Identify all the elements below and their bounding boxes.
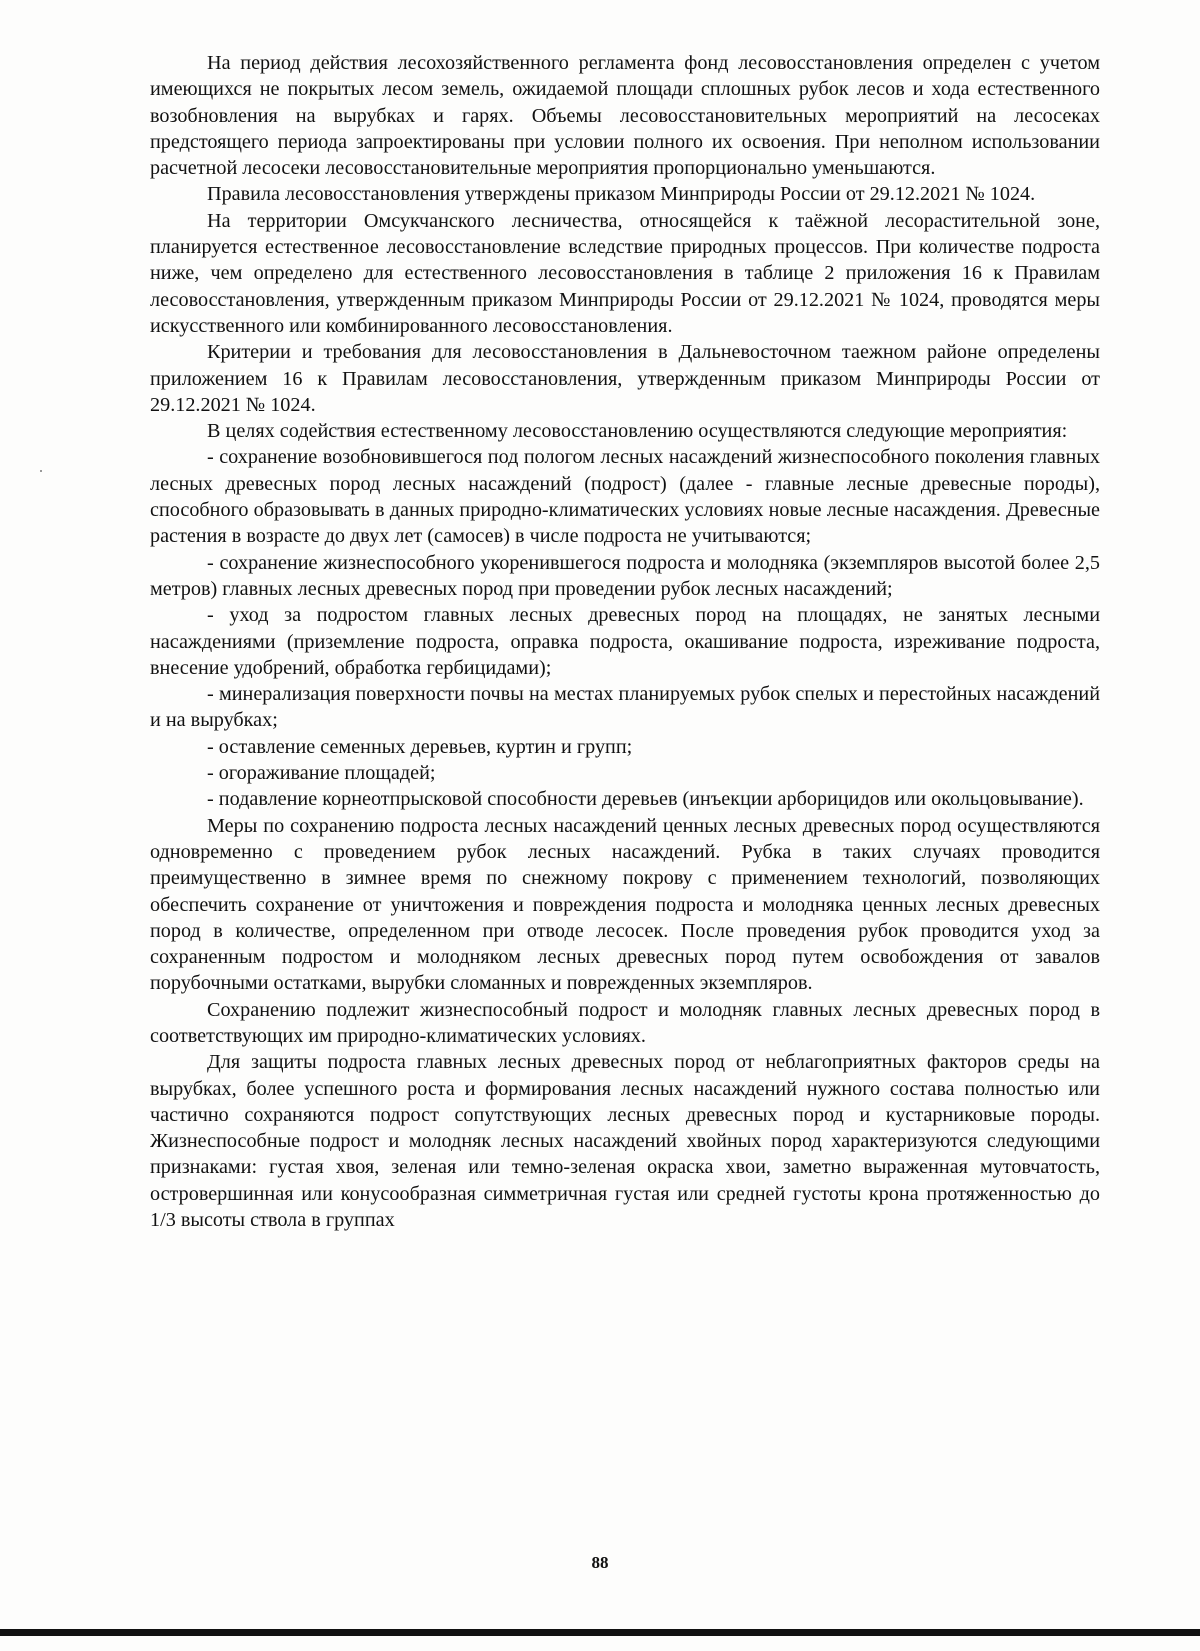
paragraph: Критерии и требования для лесовосстановления в Дальневосточном таежном районе определены приложением 16 к Правилам лесовосстановления, утвержденным приказом Минприроды России от 29.12.2021 № 1024. — [150, 341, 1100, 416]
list-item-paragraph: - оставление семенных деревьев, куртин и групп; — [207, 735, 633, 758]
paragraph: Меры по сохранению подроста лесных насаждений ценных лесных древесных пород осуществляются одновременно с проведением рубок лесных насаждений. Рубка в таких случаях проводится преимущественно в зимнее время по снежному покрову с применением технологий, позволяющих обеспечить сохранение от уничтожения и повреждения подроста и молодняка ценных лесных древесных пород в количестве, определенном при отводе лесосек. После проведения рубок проводится уход за сохраненным подростом и молодняком лесных древесных пород путем освобождения от завалов порубочными остатками, вырубки сломанных и поврежденных экземпляров. — [150, 814, 1100, 995]
paragraph: На территории Омсукчанского лесничества, относящейся к таёжной лесорастительной зоне, планируется естественное лесовосстановление вследствие природных процессов. При количестве подроста ниже, чем определено для естественного лесовосстановления в таблице 2 приложения 16 к Правилам лесовосстановления, утвержденным приказом Минприроды России от 29.12.2021 № 1024, проводятся меры искусственного или комбинированного лесовосстановления. — [150, 209, 1100, 337]
page-number: 88 — [591, 1553, 609, 1572]
paragraph: Для защиты подроста главных лесных древесных пород от неблагоприятных факторов среды на вырубках, более успешного роста и формирования лесных насаждений нужного состава полностью или частично сохраняются подрост сопутствующих лесных древесных пород и кустарниковые породы. Жизнеспособные подрост и молодняк лесных насаждений хвойных пород характеризуются следующими признаками: густая хвоя, зеленая или темно-зеленая окраска хвои, заметно выраженная мутовчатость, островершинная или конусообразная симметричная густая или средней густоты крона протяженностью до 1/3 высоты ствола в группах — [150, 1051, 1100, 1232]
paragraph: Сохранению подлежит жизнеспособный подрост и молодняк главных лесных древесных пород в соответствующих им природно-климатических условиях. — [150, 998, 1100, 1047]
list-item-paragraph: - подавление корнеотпрысковой способности деревьев (инъекции арборицидов или окольцовывание). — [207, 788, 1084, 811]
list-item-paragraph: - сохранение возобновившегося под пологом лесных насаждений жизнеспособного поколения главных лесных древесных пород лесных насаждений (подрост) (далее - главные лесные древесные породы), способного образовывать в данных природно-климатических условиях новые лесные насаждения. Древесные растения в возрасте до двух лет (самосев) в числе подроста не учитываются; — [150, 446, 1100, 548]
paragraph: На период действия лесохозяйственного регламента фонд лесовосстановления определен с учетом имеющихся не покрытых лесом земель, ожидаемой площади сплошных рубок лесов и хода естественного возобновления на вырубках и гарях. Объемы лесовосстановительных мероприятий на лесосеках предстоящего периода запроектированы при условии полного их освоения. При неполном использовании расчетной лесосеки лесовосстановительные мероприятия пропорционально уменьшаются. — [150, 52, 1100, 180]
list-item-paragraph: - сохранение жизнеспособного укоренившегося подроста и молодняка (экземпляров высотой более 2,5 метров) главных лесных древесных пород при проведении рубок лесных насаждений; — [150, 551, 1100, 600]
paragraph: В целях содействия естественному лесовосстановлению осуществляются следующие мероприятия: — [207, 420, 1068, 443]
paragraph: Правила лесовосстановления утверждены приказом Минприроды России от 29.12.2021 № 1024. — [207, 183, 1036, 206]
list-item-paragraph: - уход за подростом главных лесных древесных пород на площадях, не занятых лесными насаждениями (приземление подроста, оправка подроста, окашивание подроста, изреживание подроста, внесение удобрений, обработка гербицидами); — [150, 604, 1100, 679]
list-item-paragraph: - минерализация поверхности почвы на местах планируемых рубок спелых и перестойных насаждений и на вырубках; — [150, 683, 1100, 732]
body-text — [150, 50, 1100, 1233]
list-item-paragraph: - огораживание площадей; — [207, 762, 436, 785]
scan-speck — [40, 470, 42, 472]
bottom-scan-border — [0, 1629, 1200, 1636]
